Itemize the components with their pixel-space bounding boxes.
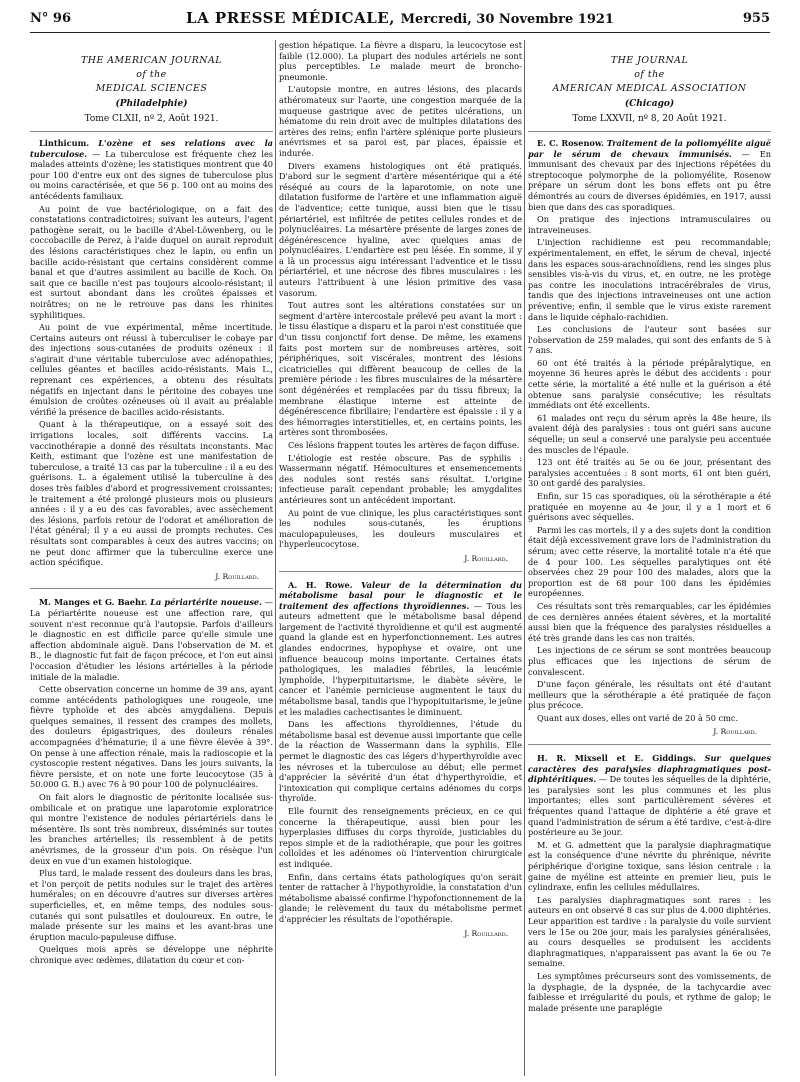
article-paragraph: Les injections de ce sérum se sont montrées beaucoup plus efficaces que les injections de sérum de convalescent. <box>528 645 771 677</box>
article-paragraph: Divers examens histologiques ont été pratiqués. D'abord sur le segment d'artère mésentérique qui a été réséqué au cours de la laparotomie, on note une dilatation fusiforme de l'artère et une inflammation aiguë de l'adventice; cette tunique, aussi bien que le tissu périartériel, est infiltrée de petites cellules rondes et de polynucléaires. La mésartère présente de larges zones de dégénérescence hyaline, avec quelques amas de polynucléaires. L'endartère est peu lésée. En somme, il y a là un processus aigu intéressant l'adventice et le tissu périartériel, et une nécrose des fibres musculaires : les auteurs l'attribuent à une lésion primitive des vasa vasorum. <box>279 160 522 298</box>
article-paragraph: Elle fournit des renseignements précieux, en ce qui concerne la thérapeutique, aussi bien pour les hyperplasies diffuses du corps thyroïde, justiciables du repos simple et de la radiothérapie, que pour les goitres colloïdes et les adénomes où l'intervention chirurgicale est indiquée. <box>279 805 522 869</box>
masthead <box>30 9 770 27</box>
article-separator <box>279 571 522 572</box>
article-paragraph: Quant à la thérapeutique, on a essayé soit des irrigations locales, soit différents vaccins. La vaccinothérapie a donné des résultats inconstants. Mac Keith, estimant que l'ozène est une manifestation de tuberculose, a traité 13 cas par la tuberculine : il a eu des guérisons. L. a également utilisé la tuberculine à des doses très faibles d'abord et progressivement croissantes; le traitement a été prolongé plusieurs mois ou plusieurs années : il y a eu des cas favorables, avec assèchement des lésions, parfois retour de l'odorat et amélioration de l'état général; il y a eu aussi de prompts rechutes. Ces résultats sont comparables à ceux des autres vaccins; on ne peut donc affirmer que la tuberculine exerce une action spécifique. <box>30 419 273 568</box>
article-paragraph: Plus tard, le malade ressent des douleurs dans les bras, et l'on perçoit de petits nodules sur le trajet des artères humérales; on en découvre d'autres sur diverses artères superficielles, et, en même temps, des nodules sous-cutanés qui sont pulsatiles et douloureux. En outre, le malade présente sur les mains et les avant-bras une éruption maculo-papuleuse diffuse. <box>30 868 273 942</box>
article-paragraph: Les symptômes précurseurs sont des vomissements, de la dysphagie, de la dyspnée, de la tachycardie avec faiblesse et irrégularité du pouls, et rythme de galop; le malade présente une paraplégie <box>528 970 771 1013</box>
journal-issue: Tome CLXII, nº 2, Août 1921. <box>30 112 273 132</box>
article-paragraph: Dans les affections thyroïdiennes, l'étude du métabolisme basal est devenue aussi importante que celle de la réaction de Wassermann dans la syphilis. Elle permet le diagnostic des cas légers d'hyperthyroïdie avec les névroses et la tuberculose au début; elle permet d'apprécier la sévérité d'un état d'hyperthyroïdie, et l'intoxication qui complique certains adénomes du corps thyroïde. <box>279 719 522 804</box>
journal-heading <box>528 54 771 96</box>
header-date: Mercredi, 30 Novembre 1921 <box>400 12 614 27</box>
article-paragraph: Quant aux doses, elles ont varié de 20 à 50 cmc. <box>537 712 739 723</box>
article-author: H. R. Mixsell et E. Giddings. <box>537 753 697 764</box>
article-paragraph: Tout autres sont les altérations constatées sur un segment d'artère intercostale prélevé peu avant la mort : le tissu élastique a disparu et la paroi n'est constituée que d'un tissu conjonctif fort dense. De même, les examens faits post mortem sur de nombreuses artères, soit périphériques, soit viscérales, montrent des lésions cicatricielles qui diffèrent beaucoup de celles de la première période : les fibres musculaires de la mésartère sont dégénérées et remplacées par du tissu fibreux; la membrane élastique interne est atteinte de dégénérescence fibrillaire; l'endartère est épaissie : il y a des hémorragies interstitielles, et, en certains points, les artères sont thrombosées. <box>279 300 522 438</box>
article-title: Valeur de la détermination du métabolisme basal pour le diagnostic et le traitement des affections thyroïdiennes. <box>279 579 522 611</box>
article-paragraph: Les paralysies diaphragmatiques sont rares : les auteurs en ont observé 8 cas sur plus de 4.000 diphtéries. Leur apparition est tardive : la paralysie du voile survient vers le 15e ou 20e jour, mais les paralysies généralisées, au cours desquelles se produisent les accidents diaphragmatiques, n'apparaissent pas avant la 6e ou 7e semaine. <box>528 894 771 969</box>
article-paragraph: M. et G. admettent que la paralysie diaphragmatique est la conséquence d'une névrite du phrénique, névrite périphérique d'origine toxique, sans lésion centrale : la gaine de myéline est atteinte en premier lieu, puis le cylindraxe, enfin les cellules médullaires. <box>528 839 771 893</box>
journal-title-line: of the <box>136 69 167 80</box>
journal-issue: Tome LXXVII, nº 8, 20 Août 1921. <box>528 112 771 132</box>
article-paragraph: Ces lésions frappent toutes les artères de façon diffuse. <box>288 439 520 450</box>
article-paragraph: Enfin, dans certains états pathologiques qu'on serait tenter de rattacher à l'hypothyroïdie, la constatation d'un métabolisme abaissé confirme l'hypofonctionnement de la glande; le relèvement du taux du métabolisme permet d'apprécier les résultats de l'opothérapie. <box>279 871 522 924</box>
article-title: Traitement de la poliomyélite aiguë par le sérum de chevaux immunisés. <box>528 138 771 159</box>
article-paragraph: Ces résultats sont très remarquables, car les épidémies de ces dernières années étaient sévères, et la mortalité aussi bien que la fréquence des paralysies résiduelles a été très grande dans les cas non traités. <box>528 600 771 643</box>
article-text: — La périartérite noueuse est une affection rare, qui souvent n'est reconnue qu'à l'autopsie. Parfois d'ailleurs le diagnostic en est difficile parce qu'elle simule une affection abdominale aiguë. Dans l'observation de M. et B., le diagnostic fut fait de façon précoce, et l'on eut ainsi l'occasion d'étudier les lésions artérielles à la période initiale de la maladie. <box>30 597 273 682</box>
journal-title-line: of the <box>634 69 665 80</box>
article-paragraph: L'autopsie montre, en autres lésions, des placards athéromateux sur l'aorte, une congestion marquée de la muqueuse gastrique avec de petites ulcérations, un hématome du rein droit avec de multiples dilatations des artères des reins; enfin l'artère splénique porte plusieurs anévrismes et sa paroi est, par places, épaissie et indurée. <box>279 84 522 158</box>
column-1 <box>30 40 273 1076</box>
article-paragraph: L'étiologie est restée obscure. Pas de syphilis : Wassermann négatif. Hémocultures et ensemencements des nodules sont restés sans résultat. L'origine infectieuse paraît cependant probable; les amygdalites antérieures sont un antécédent important. <box>279 452 522 505</box>
article-paragraph: 61 malades ont reçu du sérum après la 48e heure, ils avaient déjà des paralysies : tous ont guéri sans aucune séquelle; un seul a conservé une paralysie peu accentuée des muscles de l'épaule. <box>528 412 771 455</box>
page-header <box>30 8 770 33</box>
article-lead <box>30 597 273 682</box>
journal-city: (Chicago) <box>624 99 675 109</box>
journal-title-line: MEDICAL SCIENCES <box>95 83 208 94</box>
page-number: 955 <box>742 11 770 26</box>
article-paragraph: 123 ont été traités au 5e ou 6e jour, présentant des paralysies accentuées : 8 sont morts, 61 ont bien guéri, 30 ont gardé des paralysies. <box>528 457 771 489</box>
column-rule <box>275 40 276 1076</box>
article-text: — Tous les auteurs admettent que le métabolisme basal dépend largement de l'activité thyroïdienne et qu'il est augmenté quand la glande est en hyperfonctionnement. Les autres glandes endocrines, hypophyse et ovaire, ont une influence beaucoup moins importante. Certaines états pathologiques, les maladies fébriles, la leucémie lymphoïde, l'hyperpituitarisme, le diabète sévère, le cancer et l'anémie pernicieuse augmentent le taux du métabolisme basal, tandis que l'hypopituitarisme, le jeûne et les maladies cachectisantes le diminuent. <box>279 600 522 717</box>
article-author: E. C. Rosenow. <box>537 138 604 148</box>
article-lead <box>528 753 771 838</box>
article-separator <box>528 744 771 745</box>
column-3 <box>528 40 771 1076</box>
article-paragraph: Les conclusions de l'auteur sont basées sur l'observation de 259 malades, qui sont des enfants de 5 à 7 ans. <box>528 324 771 356</box>
article-text: — En immunisant des chevaux par des injections répétées du streptocoque polymorphe de la poliomyélite, Rosenow prépare un sérum dont les bons effets ont pu être démontrés au cours de diverses épidémies, en 1917, aussi bien que dans des cas sporadiques. <box>528 148 771 212</box>
article-text: — De toutes les séquelles de la diphtérie, les paralysies sont les plus communes et les plus importantes; elles sont particulièrement sévères et fréquentes quand l'attaque de diphtérie a été grave et quand l'administration de sérum a été tardive, c'est-à-dire postérieure au 3e jour. <box>528 774 771 838</box>
article-separator <box>30 588 273 589</box>
article-paragraph: Cette observation concerne un homme de 39 ans, ayant comme antécédents pathologiques une rougeole, une fièvre typhoïde et des abcès amygdaliens. Depuis quelques semaines, il ressent des crampes des mollets, des douleurs épigastriques, des douleurs rénales accompagnées d'hématurie; il a une fièvre élevée à 39°. On pense à une affection rénale, mais la radioscopie et la cystoscopie restent négatives. Dans les jours suivants, la fièvre persiste, et on note une forte leucocytose (35 à 50.000 G. B.) avec 76 à 90 pour 100 de polynucléaires. <box>30 684 273 790</box>
article-author: A. H. Rowe. <box>288 579 353 590</box>
article-author: M. Manges et G. Baehr. <box>39 597 148 608</box>
article-lead <box>279 580 522 718</box>
article-paragraph: gestion hépatique. La fièvre a disparu, la leucocytose est faible (12.000). La plupart des nodules artériels ne sont plus perceptibles. Le malade meurt de broncho-pneumonie. <box>279 40 522 82</box>
journal-city: (Philadelphie) <box>115 99 188 109</box>
journal-name: LA PRESSE MÉDICALE, <box>186 9 395 27</box>
article-title: La périartérite noueuse. <box>150 597 262 608</box>
article-paragraph: On fait alors le diagnostic de péritonite localisée sus-ombilicale et on pratique une laparotomie exploratrice qui montre l'existence de nodules périartériels dans le mésentère. Ils sont très nombreux, disséminés sur toutes les branches artérielles; ils ressemblent à de petits anévrismes, de la grosseur d'un pois. On résèque l'un deux en vue d'un examen histologique. <box>30 792 273 866</box>
article-signature: J. Rouillard. <box>464 553 508 563</box>
article-lead <box>528 138 771 212</box>
journal-title-line: THE JOURNAL <box>610 55 689 66</box>
article-paragraph: L'injection rachidienne est peu recommandable; expérimentalement, en effet, le sérum de cheval, injecté dans les espaces sous-arachnoïdiens, rend les singes plus sensibles vis-à-vis du virus, et, en outre, ne les protège pas contre les inoculations intracérébrales de virus, tandis que des injections intraveineuses ont une action préventive; enfin, il semble que le virus existe rarement dans le liquide céphalo-rachidien. <box>528 237 771 322</box>
article-paragraph: Enfin, sur 15 cas sporadiques, où la sérothérapie a été pratiquée en moyenne au 4e jour, il y a 1 mort et 6 guérisons avec séquelles. <box>528 491 771 523</box>
article-signature: J. Rouillard. <box>713 727 757 737</box>
article-paragraph: Au point de vue expérimental, même incertitude. Certains auteurs ont réussi à tuberculiser le cobaye par des injections sous-cutanées de produits ozéneux : il s'agirait d'une véritable tuberculose avec adénopathies, cellules géantes et bacilles acido-résistants. Mais L., reprenant ces expériences, a obtenu des résultats négatifs en injectant dans le péritoine des cobayes une émulsion de croûtes ozéneuses où il avait au préalable vérifié la présence de bacilles acido-résistants. <box>30 322 273 417</box>
article-title: Sur quelques caractères des paralysies diaphragmatiques post-diphtéritiques. <box>528 753 771 785</box>
article-paragraph: Au point de vue clinique, les plus caractéristiques sont les nodules sous-cutanés, les éruptions maculopapuleuses, les douleurs musculaires et l'hyperleucocytose. <box>279 507 522 550</box>
article-paragraph: Parmi les cas mortels, il y a des sujets dont la condition était déjà excessivement grave lors de l'administration du sérum; avec cette réserve, la mortalité totale n'a été que de 4 pour 100. Les séquelles paralytiques ont été observées chez 29 pour 100 des malades, alors que la proportion est de 68 pour 100 dans les épidémies européennes. <box>528 524 771 599</box>
column-2 <box>279 40 522 1076</box>
article-paragraph: Au point de vue bactériologique, on a fait des constatations contradictoires; suivant les auteurs, l'agent pathogène serait, ou le bacille d'Abel-Löwenberg, ou le coccobacille de Perez, à l'aide duquel on aurait reproduit des lésions caractéristiques chez le lapin, ou enfin un bacille acido-résistant que certains considèrent comme banal et que d'autres assimilent au bacille de Koch. On sait que ce bacille n'est pas toujours alcoolo-résistant; il est surtout abondant dans les croûtes épaisses et noirâtres; on ne le retrouve pas dans les rhinites syphilitiques. <box>30 203 273 320</box>
journal-heading <box>30 54 273 96</box>
article-paragraph: D'une façon générale, les résultats ont été d'autant meilleurs que la sérothérapie a été pratiquée de façon plus précoce. <box>528 679 771 711</box>
article-signature: J. Rouillard. <box>464 928 508 938</box>
article-paragraph: 60 ont été traités à la période prépâralytique, en moyenne 36 heures après le début des accidents : pour cette série, la mortalité a été nulle et la guérison a été obtenue sans paralysie consécutive; les résultats immédiats ont été excellents. <box>528 357 771 411</box>
article-lead <box>30 138 273 202</box>
journal-title-line: THE AMERICAN JOURNAL <box>81 55 222 66</box>
article-title: L'ozène et ses relations avec la tuberculose. <box>30 138 273 159</box>
article-author: Linthicum. <box>39 138 90 148</box>
article-paragraph: On pratique des injections intramusculaires ou intraveineuses. <box>528 214 771 235</box>
article-paragraph: Quelques mois après se développe une néphrite chronique avec œdèmes, dilatation du cœur et con- <box>30 944 273 965</box>
article-text: — La tuberculose est fréquente chez les malades atteints d'ozène; les statistiques montrent que 40 pour 100 d'entre eux ont des signes de tuberculose plus ou moins caractérisée, et que 56 p. 100 ont au moins des antécédents familiaux. <box>30 148 273 201</box>
journal-title-line: AMERICAN MEDICAL ASSOCIATION <box>552 83 747 94</box>
issue-number: N° 96 <box>30 11 71 26</box>
article-signature: J. Rouillard. <box>215 571 259 581</box>
column-rule <box>524 40 525 1076</box>
